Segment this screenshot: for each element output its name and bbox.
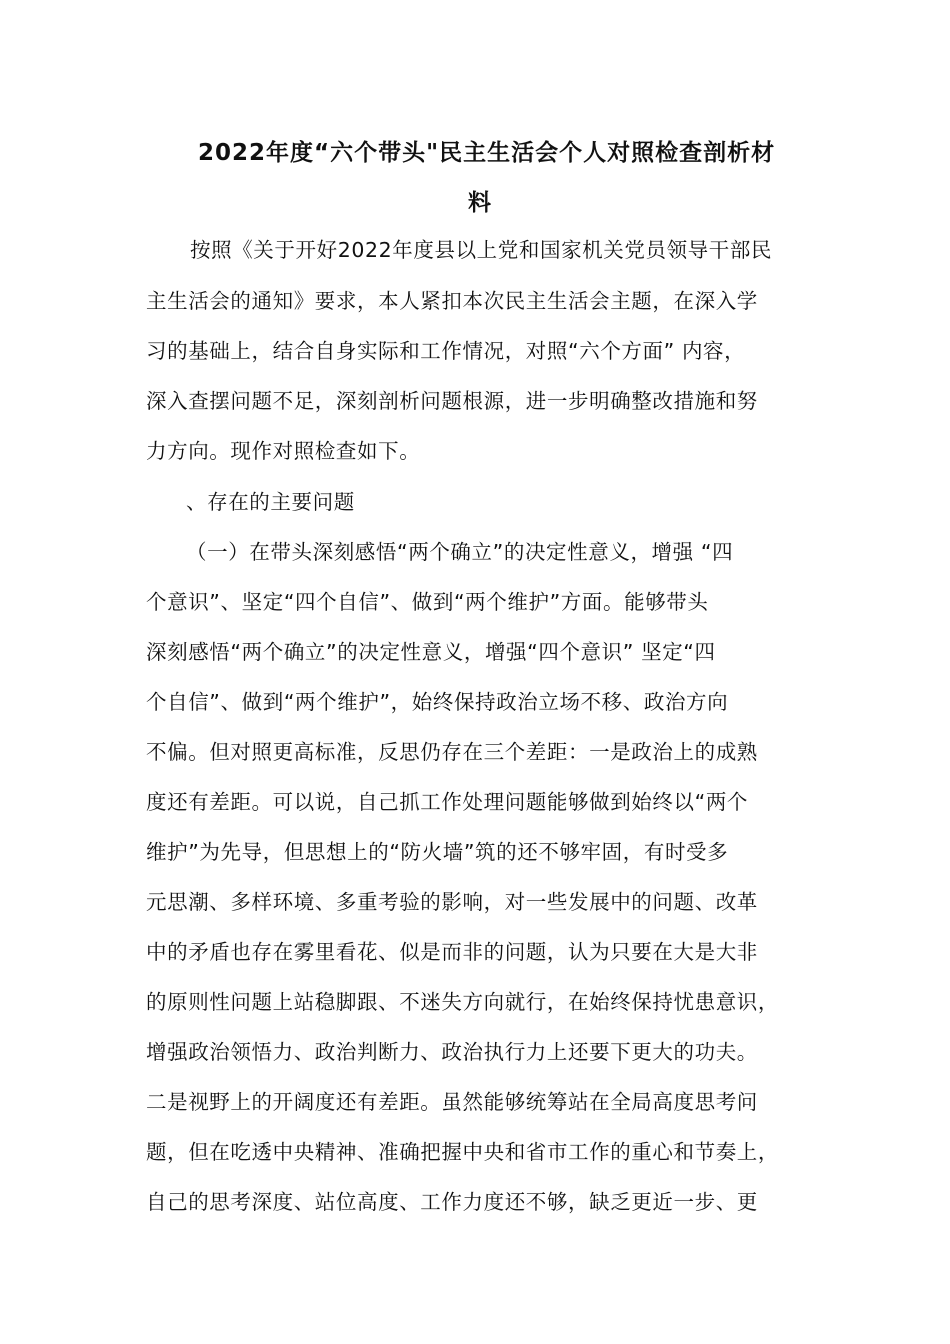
paragraph-line: 个意识”、坚定“四个自信”、做到“两个维护”方面。能够带头 xyxy=(146,590,709,614)
paragraph-line: 中的矛盾也存在雾里看花、似是而非的问题，认为只要在大是大非 xyxy=(146,940,758,964)
paragraph-line: 主生活会的通知》要求，本人紧扣本次民主生活会主题，在深入学 xyxy=(146,289,758,313)
paragraph-line: 题，但在吃透中央精神、准确把握中央和省市工作的重心和节奏上， xyxy=(146,1140,779,1164)
paragraph-line: 增强政治领悟力、政治判断力、政治执行力上还要下更大的功夫。 xyxy=(146,1040,758,1064)
paragraph-line: 习的基础上，结合自身实际和工作情况，对照“六个方面” 内容， xyxy=(146,339,746,363)
paragraph-line: 深刻感悟“两个确立”的决定性意义，增强“四个意识” 坚定“四 xyxy=(146,640,716,664)
paragraph-line: 按照《关于开好2022年度县以上党和国家机关党员领导干部民 xyxy=(190,238,773,262)
paragraph-line: 个自信”、做到“两个维护”，始终保持政治立场不移、政治方向 xyxy=(146,690,729,714)
paragraph-line: 的原则性问题上站稳脚跟、不迷失方向就行，在始终保持忧患意识， xyxy=(146,990,779,1014)
paragraph-line: 度还有差距。可以说，自己抓工作处理问题能够做到始终以“两个 xyxy=(146,790,749,814)
paragraph-line: 不偏。但对照更高标准，反思仍存在三个差距：一是政治上的成熟 xyxy=(146,740,758,764)
paragraph-line: 自己的思考深度、站位高度、工作力度还不够，缺乏更近一步、更 xyxy=(146,1190,758,1214)
section-heading: 、存在的主要问题 xyxy=(186,490,355,514)
paragraph-line: 维护”为先导，但思想上的“防火墙”筑的还不够牢固，有时受多 xyxy=(146,840,729,864)
paragraph-line: 力方向。现作对照检查如下。 xyxy=(146,439,421,463)
document-title-line-2: 料 xyxy=(468,190,492,216)
paragraph-line: 元思潮、多样环境、多重考验的影响，对一些发展中的问题、改革 xyxy=(146,890,758,914)
document-title-line-1: 2022年度“六个带头"民主生活会个人对照检查剖析材 xyxy=(198,140,776,166)
paragraph-line: 深入查摆问题不足，深刻剖析问题根源，进一步明确整改措施和努 xyxy=(146,389,758,413)
paragraph-line: 二是视野上的开阔度还有差距。虽然能够统筹站在全局高度思考问 xyxy=(146,1090,758,1114)
paragraph-line: （一）在带头深刻感悟“两个确立”的决定性意义，增强 “四 xyxy=(186,540,734,564)
